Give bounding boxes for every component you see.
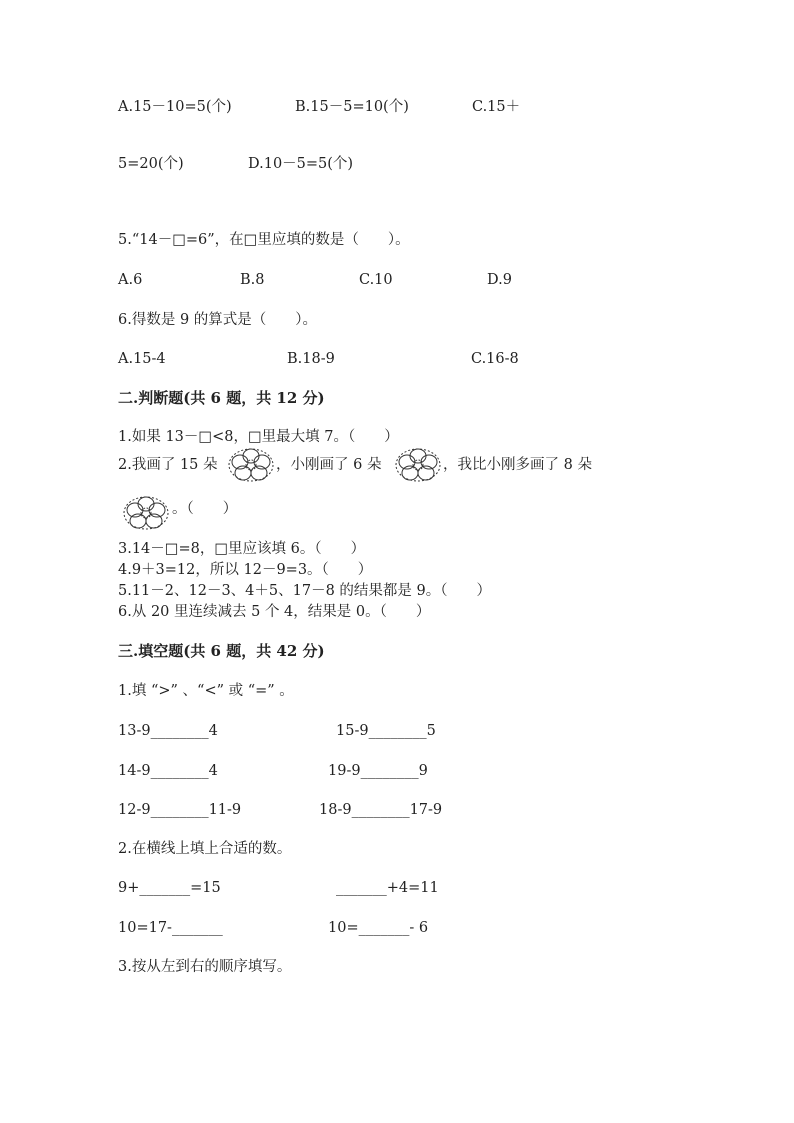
q4-option-d: D.10－5=5(个) — [248, 156, 354, 172]
q4-option-c-part2: 5=20(个) — [118, 156, 184, 172]
q6-option-b: B.18-9 — [287, 351, 335, 367]
judge-item-3: 3.14－□=8，□里应该填 6。（ ） — [118, 541, 366, 557]
q4-option-c-part1: C.15＋ — [472, 99, 521, 115]
fill-q1-prompt: 1.填 “>” 、“<” 或 “=” 。 — [118, 683, 294, 699]
judge-item-2-text-d: 。（ ） — [172, 501, 238, 517]
q6-option-a: A.15-4 — [118, 351, 166, 367]
compare-row-3-left: 12-9________11-9 — [118, 802, 242, 818]
q5-option-a: A.6 — [118, 272, 143, 288]
q6-question: 6.得数是 9 的算式是（ ）。 — [118, 312, 318, 328]
q4-option-b: B.15－5=10(个) — [295, 99, 409, 115]
blank-row-2-left: 10=17-_______ — [118, 920, 223, 936]
q5-option-d: D.9 — [487, 272, 512, 288]
blank-row-1-left: 9+_______=15 — [118, 880, 221, 896]
judge-item-2-text-c: ，我比小刚多画了 8 朵 — [443, 457, 592, 473]
q5-option-b: B.8 — [240, 272, 265, 288]
judge-item-4: 4.9＋3=12，所以 12－9=3。（ ） — [118, 562, 373, 578]
flower-icon — [393, 446, 443, 484]
compare-row-1-left: 13-9________4 — [118, 723, 218, 739]
compare-row-2-right: 19-9________9 — [328, 763, 428, 779]
compare-row-2-left: 14-9________4 — [118, 763, 218, 779]
fill-q3-prompt: 3.按从左到右的顺序填写。 — [118, 959, 292, 975]
compare-row-3-right: 18-9________17-9 — [319, 802, 443, 818]
judge-item-2-text-b: ，小刚画了 6 朵 — [276, 457, 382, 473]
judge-item-2-text-a: 2.我画了 15 朵 — [118, 457, 218, 473]
judge-item-1: 1.如果 13－□<8，□里最大填 7。（ ） — [118, 429, 399, 445]
q6-option-c: C.16-8 — [471, 351, 519, 367]
fill-q2-prompt: 2.在横线上填上合适的数。 — [118, 841, 292, 857]
flower-icon — [226, 446, 276, 484]
judge-item-5: 5.11－2、12－3、4＋5、17－8 的结果都是 9。（ ） — [118, 583, 492, 599]
blank-row-2-right: 10=_______- 6 — [328, 920, 429, 936]
q5-question: 5.“14－□=6”，在□里应填的数是（ ）。 — [118, 232, 410, 248]
section3-heading: 三.填空题(共 6 题，共 42 分) — [118, 642, 325, 660]
compare-row-1-right: 15-9________5 — [336, 723, 436, 739]
q4-option-a: A.15－10=5(个) — [118, 99, 232, 115]
judge-item-6: 6.从 20 里连续减去 5 个 4，结果是 0。（ ） — [118, 604, 431, 620]
q5-option-c: C.10 — [359, 272, 393, 288]
blank-row-1-right: _______+4=11 — [336, 880, 439, 896]
section2-heading: 二.判断题(共 6 题，共 12 分) — [118, 389, 325, 407]
flower-icon — [121, 494, 171, 532]
